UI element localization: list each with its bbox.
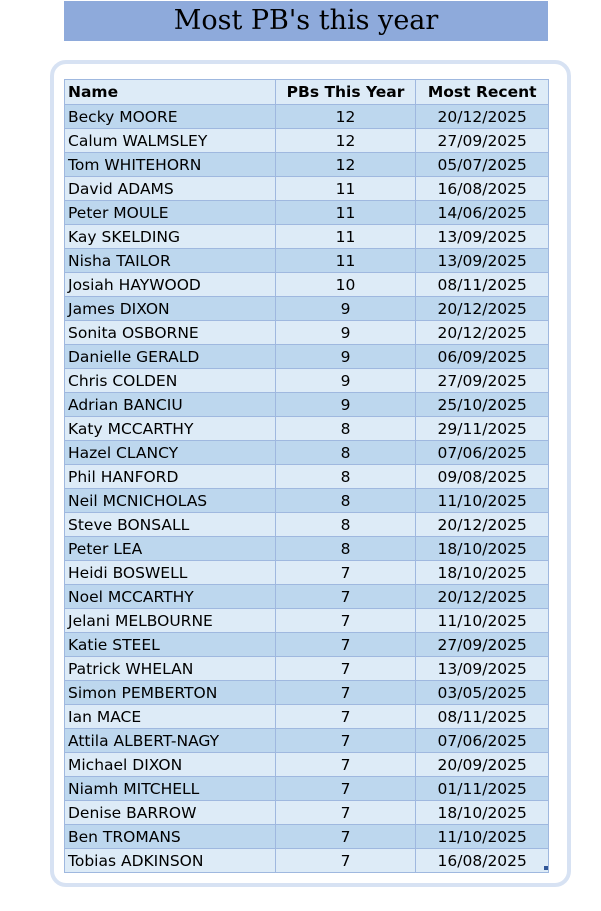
cell-pbs-count[interactable]: 7 — [275, 801, 416, 825]
cell-pbs-count[interactable]: 7 — [275, 609, 416, 633]
column-header-pbs[interactable]: PBs This Year — [275, 80, 416, 105]
table-row — [65, 249, 549, 273]
cell-most-recent[interactable]: 27/09/2025 — [416, 369, 549, 393]
table-row — [65, 129, 549, 153]
cell-pbs-count[interactable]: 11 — [275, 249, 416, 273]
cell-name[interactable]: Katy MCCARTHY — [65, 417, 276, 441]
table-row — [65, 177, 549, 201]
cell-pbs-count[interactable]: 7 — [275, 705, 416, 729]
table-row — [65, 417, 549, 441]
cell-pbs-count[interactable]: 9 — [275, 345, 416, 369]
table-row — [65, 273, 549, 297]
page-title — [64, 1, 548, 41]
cell-most-recent[interactable]: 27/09/2025 — [416, 633, 549, 657]
table-row — [65, 633, 549, 657]
cell-pbs-count[interactable]: 7 — [275, 561, 416, 585]
cell-pbs-count[interactable]: 7 — [275, 633, 416, 657]
table-row — [65, 513, 549, 537]
table-header-row — [65, 80, 549, 105]
cell-most-recent[interactable]: 05/07/2025 — [416, 153, 549, 177]
cell-pbs-count[interactable]: 12 — [275, 105, 416, 129]
cell-most-recent[interactable]: 11/10/2025 — [416, 609, 549, 633]
cell-most-recent[interactable]: 13/09/2025 — [416, 657, 549, 681]
cell-most-recent[interactable]: 09/08/2025 — [416, 465, 549, 489]
cell-pbs-count[interactable]: 8 — [275, 489, 416, 513]
cell-name[interactable]: Heidi BOSWELL — [65, 561, 276, 585]
cell-pbs-count[interactable]: 12 — [275, 129, 416, 153]
cell-name[interactable]: Peter LEA — [65, 537, 276, 561]
cell-most-recent[interactable]: 20/12/2025 — [416, 105, 549, 129]
cell-most-recent[interactable]: 11/10/2025 — [416, 825, 549, 849]
table-row — [65, 345, 549, 369]
cell-most-recent[interactable]: 07/06/2025 — [416, 729, 549, 753]
cell-name[interactable]: Ian MACE — [65, 705, 276, 729]
cell-pbs-count[interactable]: 7 — [275, 657, 416, 681]
page-title-text: Most PB's this year — [173, 5, 439, 36]
table-row — [65, 297, 549, 321]
cell-pbs-count[interactable]: 10 — [275, 273, 416, 297]
cell-name[interactable]: Danielle GERALD — [65, 345, 276, 369]
cell-most-recent[interactable]: 16/08/2025 — [416, 177, 549, 201]
cell-pbs-count[interactable]: 7 — [275, 849, 416, 873]
table-row — [65, 201, 549, 225]
cell-pbs-count[interactable]: 9 — [275, 393, 416, 417]
table-row — [65, 561, 549, 585]
cell-pbs-count[interactable]: 7 — [275, 777, 416, 801]
cell-name[interactable]: Ben TROMANS — [65, 825, 276, 849]
cell-name[interactable]: Tom WHITEHORN — [65, 153, 276, 177]
cell-name[interactable]: Sonita OSBORNE — [65, 321, 276, 345]
cell-pbs-count[interactable]: 8 — [275, 513, 416, 537]
cell-name[interactable]: Becky MOORE — [65, 105, 276, 129]
cell-name[interactable]: David ADAMS — [65, 177, 276, 201]
cell-pbs-count[interactable]: 8 — [275, 465, 416, 489]
table-row — [65, 777, 549, 801]
cell-name[interactable]: Katie STEEL — [65, 633, 276, 657]
cell-name[interactable]: James DIXON — [65, 297, 276, 321]
cell-most-recent[interactable]: 11/10/2025 — [416, 489, 549, 513]
table-row — [65, 585, 549, 609]
table-row — [65, 657, 549, 681]
cell-name[interactable]: Attila ALBERT-NAGY — [65, 729, 276, 753]
table-row — [65, 609, 549, 633]
cell-pbs-count[interactable]: 11 — [275, 201, 416, 225]
cell-pbs-count[interactable]: 7 — [275, 681, 416, 705]
table-row — [65, 441, 549, 465]
cell-most-recent[interactable]: 08/11/2025 — [416, 273, 549, 297]
cell-name[interactable]: Phil HANFORD — [65, 465, 276, 489]
cell-pbs-count[interactable]: 9 — [275, 369, 416, 393]
pb-table — [64, 79, 549, 873]
table-row — [65, 321, 549, 345]
table-row — [65, 801, 549, 825]
cell-name[interactable]: Chris COLDEN — [65, 369, 276, 393]
cell-most-recent[interactable]: 03/05/2025 — [416, 681, 549, 705]
cell-name[interactable]: Nisha TAILOR — [65, 249, 276, 273]
cell-most-recent[interactable]: 20/12/2025 — [416, 585, 549, 609]
cell-pbs-count[interactable]: 9 — [275, 297, 416, 321]
table-row — [65, 729, 549, 753]
cell-pbs-count[interactable]: 8 — [275, 441, 416, 465]
cell-pbs-count[interactable]: 12 — [275, 153, 416, 177]
table-row — [65, 825, 549, 849]
cell-pbs-count[interactable]: 7 — [275, 585, 416, 609]
cell-pbs-count[interactable]: 11 — [275, 177, 416, 201]
cell-most-recent[interactable]: 01/11/2025 — [416, 777, 549, 801]
cell-most-recent[interactable]: 16/08/2025 — [416, 849, 549, 873]
table-row — [65, 681, 549, 705]
cell-most-recent[interactable]: 13/09/2025 — [416, 225, 549, 249]
cell-name[interactable]: Calum WALMSLEY — [65, 129, 276, 153]
cell-most-recent[interactable]: 20/09/2025 — [416, 753, 549, 777]
table-row — [65, 393, 549, 417]
cell-most-recent[interactable]: 20/12/2025 — [416, 513, 549, 537]
cell-name[interactable]: Niamh MITCHELL — [65, 777, 276, 801]
cell-name[interactable]: Tobias ADKINSON — [65, 849, 276, 873]
cell-pbs-count[interactable]: 9 — [275, 321, 416, 345]
table-row — [65, 105, 549, 129]
table-row — [65, 537, 549, 561]
table-row — [65, 489, 549, 513]
table-row — [65, 153, 549, 177]
cell-most-recent[interactable]: 18/10/2025 — [416, 537, 549, 561]
cell-pbs-count[interactable]: 7 — [275, 753, 416, 777]
cell-pbs-count[interactable]: 11 — [275, 225, 416, 249]
table-row — [65, 849, 549, 873]
cell-name[interactable]: Denise BARROW — [65, 801, 276, 825]
cell-most-recent[interactable]: 29/11/2025 — [416, 417, 549, 441]
cell-name[interactable]: Josiah HAYWOOD — [65, 273, 276, 297]
cell-pbs-count[interactable]: 8 — [275, 537, 416, 561]
table-row — [65, 465, 549, 489]
cell-name[interactable]: Patrick WHELAN — [65, 657, 276, 681]
cell-pbs-count[interactable]: 7 — [275, 729, 416, 753]
cell-most-recent[interactable]: 14/06/2025 — [416, 201, 549, 225]
cell-name[interactable]: Jelani MELBOURNE — [65, 609, 276, 633]
cell-most-recent[interactable]: 06/09/2025 — [416, 345, 549, 369]
cell-name[interactable]: Peter MOULE — [65, 201, 276, 225]
cell-name[interactable]: Kay SKELDING — [65, 225, 276, 249]
cell-most-recent[interactable]: 25/10/2025 — [416, 393, 549, 417]
cell-most-recent[interactable]: 13/09/2025 — [416, 249, 549, 273]
column-header-most-recent[interactable]: Most Recent — [416, 80, 549, 105]
table-row — [65, 369, 549, 393]
cell-name[interactable]: Michael DIXON — [65, 753, 276, 777]
column-header-name[interactable]: Name — [65, 80, 276, 105]
cell-name[interactable]: Hazel CLANCY — [65, 441, 276, 465]
cell-most-recent[interactable]: 07/06/2025 — [416, 441, 549, 465]
cell-most-recent[interactable]: 18/10/2025 — [416, 561, 549, 585]
cell-most-recent[interactable]: 08/11/2025 — [416, 705, 549, 729]
cell-name[interactable]: Noel MCCARTHY — [65, 585, 276, 609]
table-body — [65, 105, 549, 873]
cell-most-recent[interactable]: 20/12/2025 — [416, 321, 549, 345]
cell-name[interactable]: Neil MCNICHOLAS — [65, 489, 276, 513]
cell-most-recent[interactable]: 20/12/2025 — [416, 297, 549, 321]
cell-most-recent[interactable]: 27/09/2025 — [416, 129, 549, 153]
cell-name[interactable]: Steve BONSALL — [65, 513, 276, 537]
cell-name[interactable]: Simon PEMBERTON — [65, 681, 276, 705]
table-row — [65, 753, 549, 777]
cell-pbs-count[interactable]: 8 — [275, 417, 416, 441]
table-resize-handle[interactable] — [544, 866, 548, 870]
table-row — [65, 225, 549, 249]
table-row — [65, 705, 549, 729]
cell-most-recent[interactable]: 18/10/2025 — [416, 801, 549, 825]
cell-name[interactable]: Adrian BANCIU — [65, 393, 276, 417]
cell-pbs-count[interactable]: 7 — [275, 825, 416, 849]
